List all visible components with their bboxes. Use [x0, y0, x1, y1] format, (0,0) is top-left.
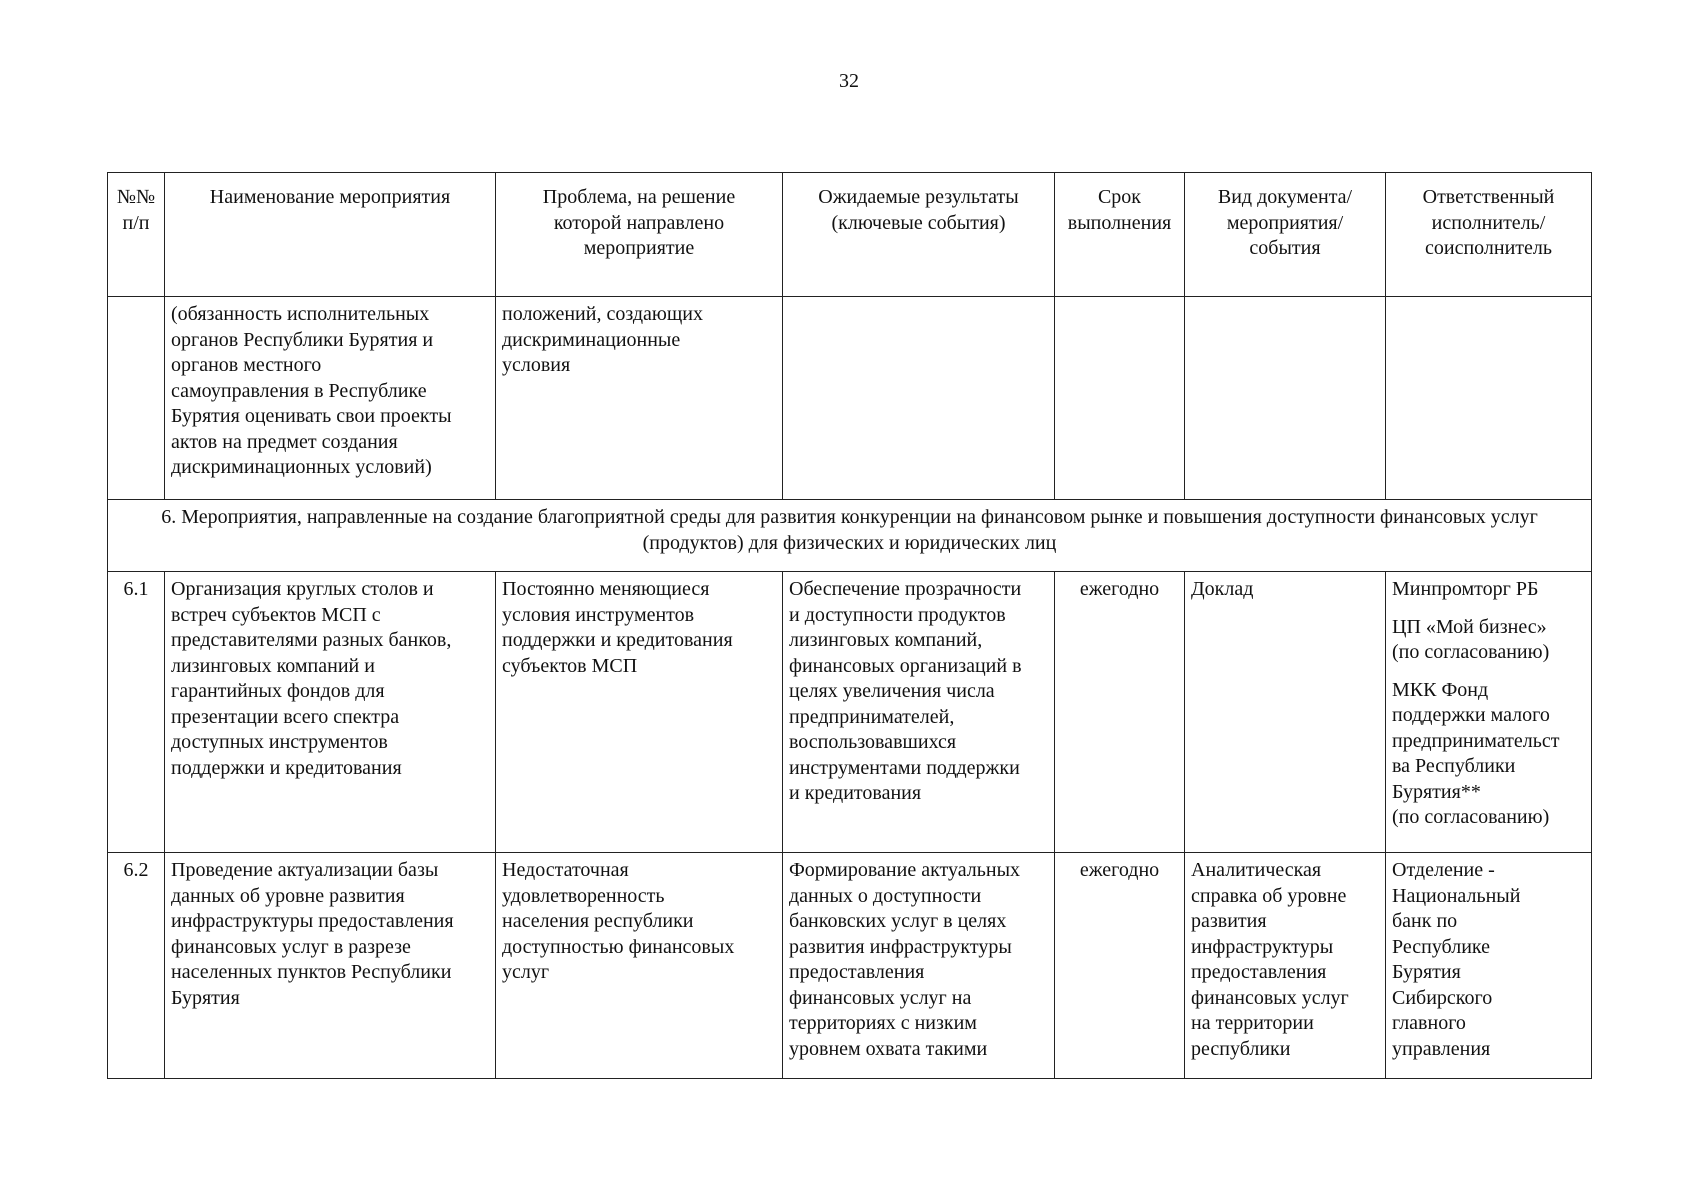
- responsible-item: Отделение - Национальный банк по Республике Бурятия Сибирского главного управления: [1392, 859, 1521, 1060]
- cell-doc-type: Аналитическая справка об уровне развития инфраструктуры предоставления финансовых услуг на территории республики: [1185, 853, 1386, 1079]
- cell-responsible: [1386, 297, 1592, 500]
- table-row: [108, 572, 1592, 853]
- cell-responsible: [1386, 853, 1592, 1079]
- cell-doc-type: Доклад: [1185, 572, 1386, 853]
- cell-responsible: [1386, 572, 1592, 853]
- cell-problem: Постоянно меняющиеся условия инструментов поддержки и кредитования субъектов МСП: [496, 572, 783, 853]
- page-number: 32: [839, 70, 859, 92]
- cell-name: Проведение актуализации базы данных об уровне развития инфраструктуры предоставления финансовых услуг в разрезе населенных пунктов Республики Бурятия: [165, 853, 496, 1079]
- header-problem: Проблема, на решение которой направлено мероприятие: [496, 173, 783, 297]
- header-results: Ожидаемые результаты (ключевые события): [783, 173, 1055, 297]
- table-row: [108, 297, 1592, 500]
- cell-num: 6.2: [108, 853, 165, 1079]
- cell-problem: Недостаточная удовлетворенность населения республики доступностью финансовых услуг: [496, 853, 783, 1079]
- cell-term: ежегодно: [1055, 853, 1185, 1079]
- cell-problem: положений, создающих дискриминационные условия: [496, 297, 783, 500]
- cell-num: 6.1: [108, 572, 165, 853]
- header-num: №№ п/п: [108, 173, 165, 297]
- section-row: [108, 500, 1592, 572]
- responsible-item: ЦП «Мой бизнес» (по согласованию): [1392, 615, 1550, 663]
- header-doc-type: Вид документа/ мероприятия/ события: [1185, 173, 1386, 297]
- cell-term: ежегодно: [1055, 572, 1185, 853]
- header-term: Срок выполнения: [1055, 173, 1185, 297]
- cell-term: [1055, 297, 1185, 500]
- cell-doc-type: [1185, 297, 1386, 500]
- cell-name: Организация круглых столов и встреч субъектов МСП с представителями разных банков, лизинговых компаний и гарантийных фондов для презентации всего спектра доступных инструментов поддержки и кредитования: [165, 572, 496, 853]
- header-name: Наименование мероприятия: [165, 173, 496, 297]
- cell-results: Обеспечение прозрачности и доступности продуктов лизинговых компаний, финансовых организаций в целях увеличения числа предпринимателей, воспользовавшихся инструментами поддержки и кредитования: [783, 572, 1055, 853]
- cell-results: Формирование актуальных данных о доступности банковских услуг в целях развития инфраструктуры предоставления финансовых услуг на территориях с низким уровнем охвата такими: [783, 853, 1055, 1079]
- header-responsible: Ответственный исполнитель/ соисполнитель: [1386, 173, 1592, 297]
- section-title: 6. Мероприятия, направленные на создание благоприятной среды для развития конкуренции на финансовом рынке и повышения доступности финансовых услуг (продуктов) для физических и юридических лиц: [108, 500, 1592, 572]
- cell-name: (обязанность исполнительных органов Республики Бурятия и органов местного самоуправления в Республике Бурятия оценивать свои проекты актов на предмет создания дискриминационных условий): [165, 297, 496, 500]
- cell-results: [783, 297, 1055, 500]
- table-header-row: [108, 173, 1592, 297]
- responsible-item: Минпромторг РБ: [1392, 578, 1539, 600]
- responsible-item: МКК Фонд поддержки малого предпринимательст ва Республики Бурятия** (по согласованию): [1392, 678, 1560, 828]
- table-row: [108, 853, 1592, 1079]
- measures-table: [107, 172, 1592, 1079]
- cell-num: [108, 297, 165, 500]
